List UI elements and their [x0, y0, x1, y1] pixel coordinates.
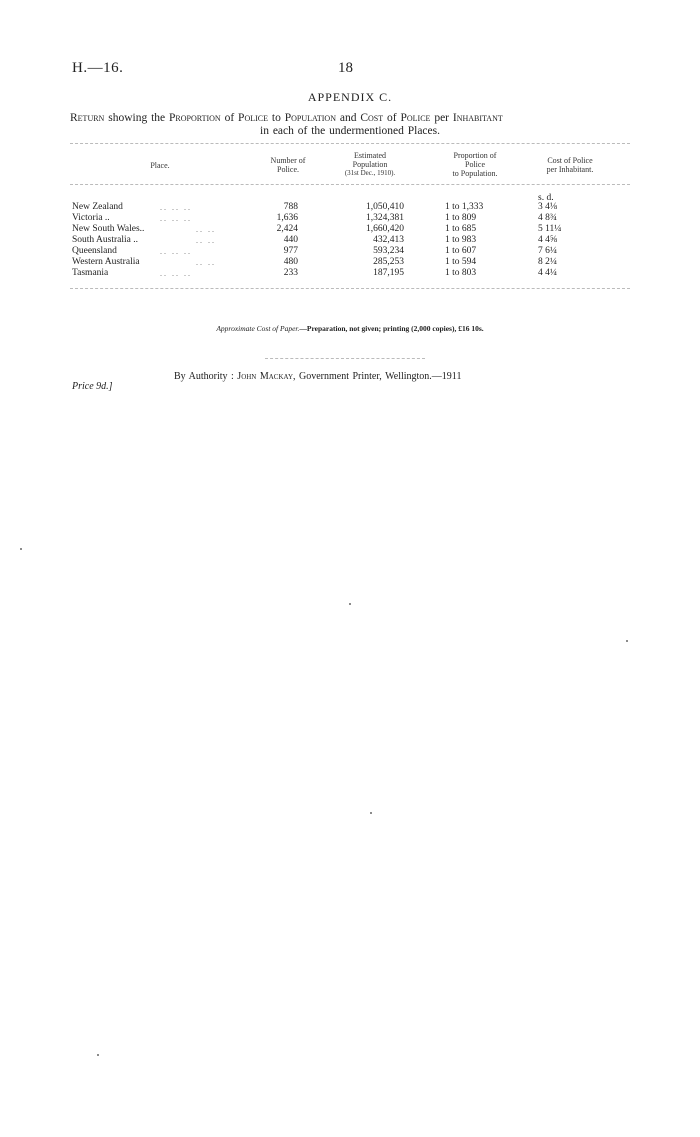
table-title-line-2: in each of the undermentioned Places. — [260, 125, 440, 137]
cell-population: 187,195 — [373, 268, 404, 278]
table-row — [0, 235, 700, 246]
leader-dots: .. .. — [196, 225, 216, 234]
title-word: Population — [284, 112, 336, 124]
appendix-heading: APPENDIX C. — [307, 90, 393, 104]
cell-population: 1,324,381 — [366, 213, 404, 223]
table-row — [0, 246, 700, 257]
cell-police: 1,636 — [276, 213, 298, 223]
imprint-line — [174, 371, 461, 382]
cell-proportion: 1 to 1,333 — [445, 202, 484, 212]
title-word: Police — [238, 112, 268, 124]
cell-police: 233 — [283, 268, 298, 278]
cell-population: 1,660,420 — [366, 224, 404, 234]
title-word: of — [224, 112, 235, 124]
title-word: Cost — [360, 112, 384, 124]
cell-place: New South Wales.. — [72, 224, 145, 234]
cell-proportion: 1 to 607 — [445, 246, 477, 256]
column-header-place: Place. — [150, 161, 170, 170]
column-header-population — [320, 151, 420, 178]
title-word: Return — [70, 112, 105, 124]
cell-place: New Zealand — [72, 202, 123, 212]
cell-cost: 4 4⅝ — [538, 235, 557, 245]
cell-cost: 8 2¼ — [538, 257, 557, 267]
title-word: and — [339, 112, 357, 124]
table-row — [0, 202, 700, 213]
imprint-printer-name: John Mackay, — [237, 371, 296, 382]
imprint-rest: Government Printer, Wellington.—1911 — [299, 371, 462, 382]
header-line: Police. — [277, 165, 299, 174]
header-line: (31st Dec., 1910). — [344, 169, 396, 177]
leader-dots: .. .. .. — [160, 247, 192, 256]
leader-dots: .. .. — [196, 258, 216, 267]
title-word: Proportion — [169, 112, 221, 124]
cost-units-label: s. d. — [538, 193, 554, 203]
header-line: Proportion of — [453, 151, 497, 160]
table-top-rule — [70, 143, 630, 144]
column-header-police — [248, 156, 328, 174]
cell-police: 2,424 — [276, 224, 298, 234]
page-number: 18 — [338, 60, 353, 76]
title-word: Police — [400, 112, 431, 124]
leader-dots: .. .. — [196, 236, 216, 245]
table-row — [0, 268, 700, 279]
leader-dots: .. .. .. — [160, 214, 192, 223]
header-line: per Inhabitant. — [546, 165, 594, 174]
table-header-rule — [70, 184, 630, 185]
scan-speck — [97, 1054, 99, 1056]
table-row — [0, 213, 700, 224]
column-header-proportion — [425, 151, 525, 178]
cell-place: Tasmania — [72, 268, 109, 278]
table-body — [0, 202, 700, 279]
cost-of-paper-note — [0, 324, 700, 333]
cost-note-text: —Preparation, not given; printing (2,000 copies), £16 10s. — [299, 324, 484, 333]
cell-cost: 5 11¼ — [538, 224, 562, 234]
cell-population: 432,413 — [373, 235, 404, 245]
cell-place: South Australia .. — [72, 235, 138, 245]
header-line: Population — [352, 160, 388, 169]
scan-speck — [370, 812, 372, 814]
cell-proportion: 1 to 809 — [445, 213, 477, 223]
imprint-authority: By Authority : — [174, 371, 234, 382]
header-line: Estimated — [354, 151, 386, 160]
title-word: of — [387, 112, 397, 124]
title-word: to — [271, 112, 281, 124]
price-label: Price 9d.] — [72, 381, 113, 392]
header-line: Police — [465, 160, 485, 169]
cell-population: 285,253 — [373, 257, 404, 267]
title-word: Inhabitant — [452, 112, 503, 124]
scan-speck — [20, 548, 22, 550]
cell-proportion: 1 to 685 — [445, 224, 477, 234]
cell-proportion: 1 to 594 — [445, 257, 477, 267]
cell-place: Queensland — [72, 246, 117, 256]
cell-police: 977 — [283, 246, 298, 256]
header-line: Number of — [270, 156, 306, 165]
cell-cost: 7 6¼ — [538, 246, 557, 256]
table-row — [0, 224, 700, 235]
document-reference: H.—16. — [72, 60, 124, 76]
cost-note-label: Approximate Cost of Paper. — [216, 324, 300, 333]
table-title-line-1 — [70, 112, 630, 124]
cell-place: Western Australia — [72, 257, 140, 267]
leader-dots: .. .. .. — [160, 203, 192, 212]
imprint-rule — [265, 358, 425, 359]
cell-population: 593,234 — [373, 246, 404, 256]
cell-place: Victoria .. — [72, 213, 110, 223]
cell-population: 1,050,410 — [366, 202, 404, 212]
cell-cost: 4 4¼ — [538, 268, 557, 278]
cell-proportion: 1 to 983 — [445, 235, 477, 245]
cell-proportion: 1 to 803 — [445, 268, 477, 278]
header-line: to Population. — [452, 169, 498, 178]
scan-speck — [626, 640, 628, 642]
table-row — [0, 257, 700, 268]
header-line: Cost of Police — [547, 156, 593, 165]
title-word: per — [434, 112, 450, 124]
cell-police: 480 — [283, 257, 298, 267]
scan-speck — [349, 603, 351, 605]
column-header-cost — [520, 156, 620, 174]
cell-cost: 3 4⅛ — [538, 202, 557, 212]
leader-dots: .. .. .. — [160, 269, 192, 278]
table-bottom-rule — [70, 288, 630, 289]
cell-cost: 4 8¾ — [538, 213, 557, 223]
cell-police: 788 — [283, 202, 298, 212]
cell-police: 440 — [283, 235, 298, 245]
title-word: showing the — [108, 112, 166, 124]
